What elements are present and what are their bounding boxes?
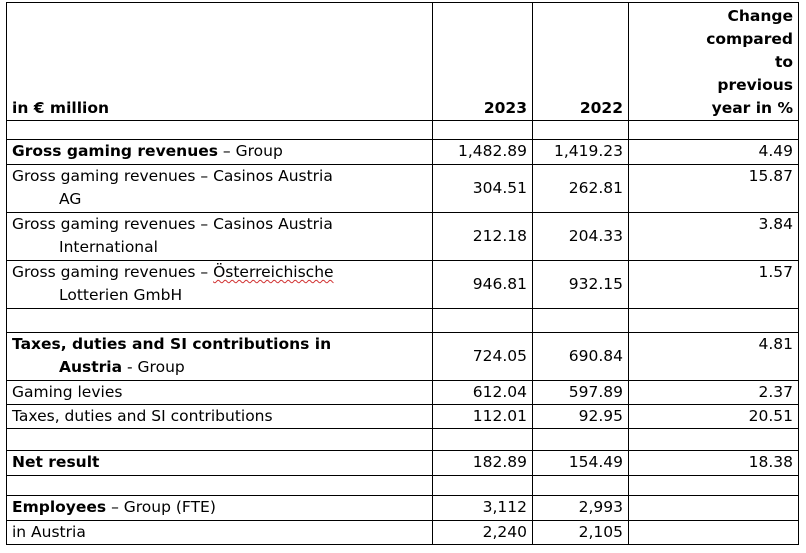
value-2022: 2,105	[533, 521, 629, 545]
table-row-ggr-cai	[7, 213, 799, 261]
value-2023: 724.05	[433, 333, 533, 381]
change-value	[629, 496, 799, 521]
value-2023: 1,482.89	[433, 140, 533, 165]
row-label: Employees – Group (FTE)	[7, 496, 433, 521]
value-2023: 212.18	[433, 213, 533, 261]
row-label: Gaming levies	[7, 381, 433, 405]
row-label: Net result	[7, 451, 433, 476]
row-label: in Austria	[7, 521, 433, 545]
table-row-ggr-oel	[7, 261, 799, 309]
change-value: 20.51	[629, 405, 799, 429]
change-value: 4.49	[629, 140, 799, 165]
spacer-row	[7, 121, 799, 140]
spacer-row	[7, 429, 799, 451]
table-row-employees-austria	[7, 521, 799, 545]
value-2023: 3,112	[433, 496, 533, 521]
value-2023: 2,240	[433, 521, 533, 545]
row-label: Gross gaming revenues – Casinos Austria International	[7, 213, 433, 261]
change-value	[629, 521, 799, 545]
year-2023-header: 2023	[433, 3, 533, 121]
year-2022-header: 2022	[533, 3, 629, 121]
value-2023: 112.01	[433, 405, 533, 429]
change-header: Change compared to previous year in %	[629, 3, 799, 121]
change-value: 15.87	[629, 165, 799, 213]
spacer-row	[7, 476, 799, 496]
value-2022: 932.15	[533, 261, 629, 309]
row-label: Taxes, duties and SI contributions in Austria - Group	[7, 333, 433, 381]
value-2023: 946.81	[433, 261, 533, 309]
value-2022: 262.81	[533, 165, 629, 213]
value-2022: 1,419.23	[533, 140, 629, 165]
value-2023: 182.89	[433, 451, 533, 476]
financial-summary-table	[6, 2, 799, 545]
row-label: Taxes, duties and SI contributions	[7, 405, 433, 429]
value-2023: 612.04	[433, 381, 533, 405]
table-row-taxes-si	[7, 405, 799, 429]
table-row-ggr-group	[7, 140, 799, 165]
change-value: 18.38	[629, 451, 799, 476]
change-value: 4.81	[629, 333, 799, 381]
value-2022: 154.49	[533, 451, 629, 476]
value-2022: 204.33	[533, 213, 629, 261]
change-value: 1.57	[629, 261, 799, 309]
row-label: Gross gaming revenues – Casinos Austria AG	[7, 165, 433, 213]
value-2023: 304.51	[433, 165, 533, 213]
row-label: Gross gaming revenues – Österreichische Lotterien GmbH	[7, 261, 433, 309]
table-row-net-result	[7, 451, 799, 476]
change-value: 3.84	[629, 213, 799, 261]
table-row-taxes-group	[7, 333, 799, 381]
change-value: 2.37	[629, 381, 799, 405]
spacer-row	[7, 309, 799, 333]
value-2022: 597.89	[533, 381, 629, 405]
value-2022: 690.84	[533, 333, 629, 381]
table-row-ggr-casag	[7, 165, 799, 213]
header-row	[7, 3, 799, 121]
table-row-gaming-levies	[7, 381, 799, 405]
value-2022: 2,993	[533, 496, 629, 521]
unit-header: in € million	[7, 3, 433, 121]
table-row-employees-group	[7, 496, 799, 521]
value-2022: 92.95	[533, 405, 629, 429]
row-label: Gross gaming revenues – Group	[7, 140, 433, 165]
